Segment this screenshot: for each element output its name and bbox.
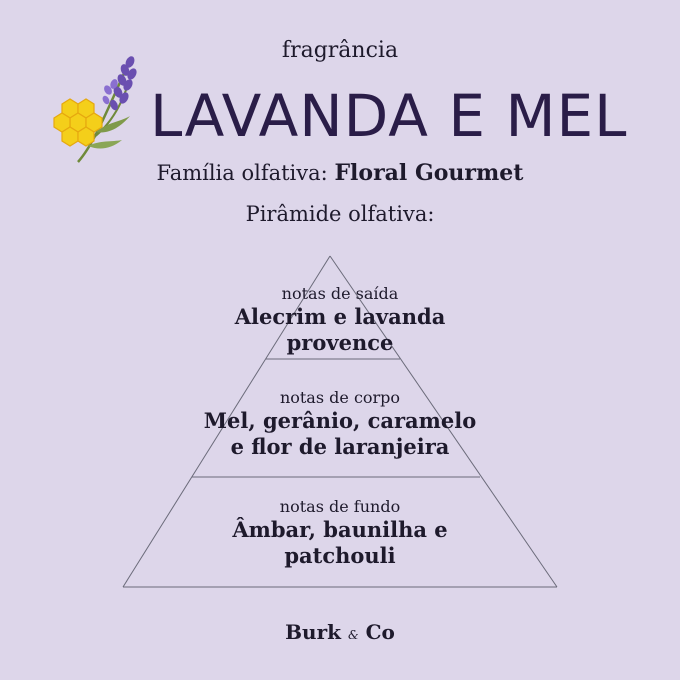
family-label: Família olfativa:	[156, 161, 328, 185]
tier-notes-line: Âmbar, baunilha e	[232, 517, 448, 542]
tier-notes-line: provence	[286, 330, 394, 355]
tier-notes-line: Mel, gerânio, caramelo	[203, 408, 477, 433]
tier-label: notas de corpo	[279, 388, 401, 407]
tier-heart-notes	[0, 388, 680, 460]
brand-name: Co	[365, 620, 395, 644]
tier-label: notas de saída	[281, 284, 399, 303]
page-title: LAVANDA E MEL	[150, 82, 628, 150]
tier-notes-line: patchouli	[284, 543, 396, 568]
tier-label: notas de fundo	[279, 497, 401, 516]
brand-logo	[0, 620, 680, 644]
tier-notes-line: Alecrim e lavanda	[234, 304, 446, 329]
pyramid-heading: Pirâmide olfativa:	[245, 202, 435, 226]
tier-top-notes	[0, 284, 680, 356]
brand-ampersand: &	[347, 628, 359, 642]
kicker-text: fragrância	[281, 38, 399, 63]
family-value: Floral Gourmet	[334, 160, 524, 186]
brand-name: Burk	[285, 620, 341, 644]
tier-notes-line: e flor de laranjeira	[230, 434, 450, 459]
tier-base-notes	[0, 497, 680, 569]
